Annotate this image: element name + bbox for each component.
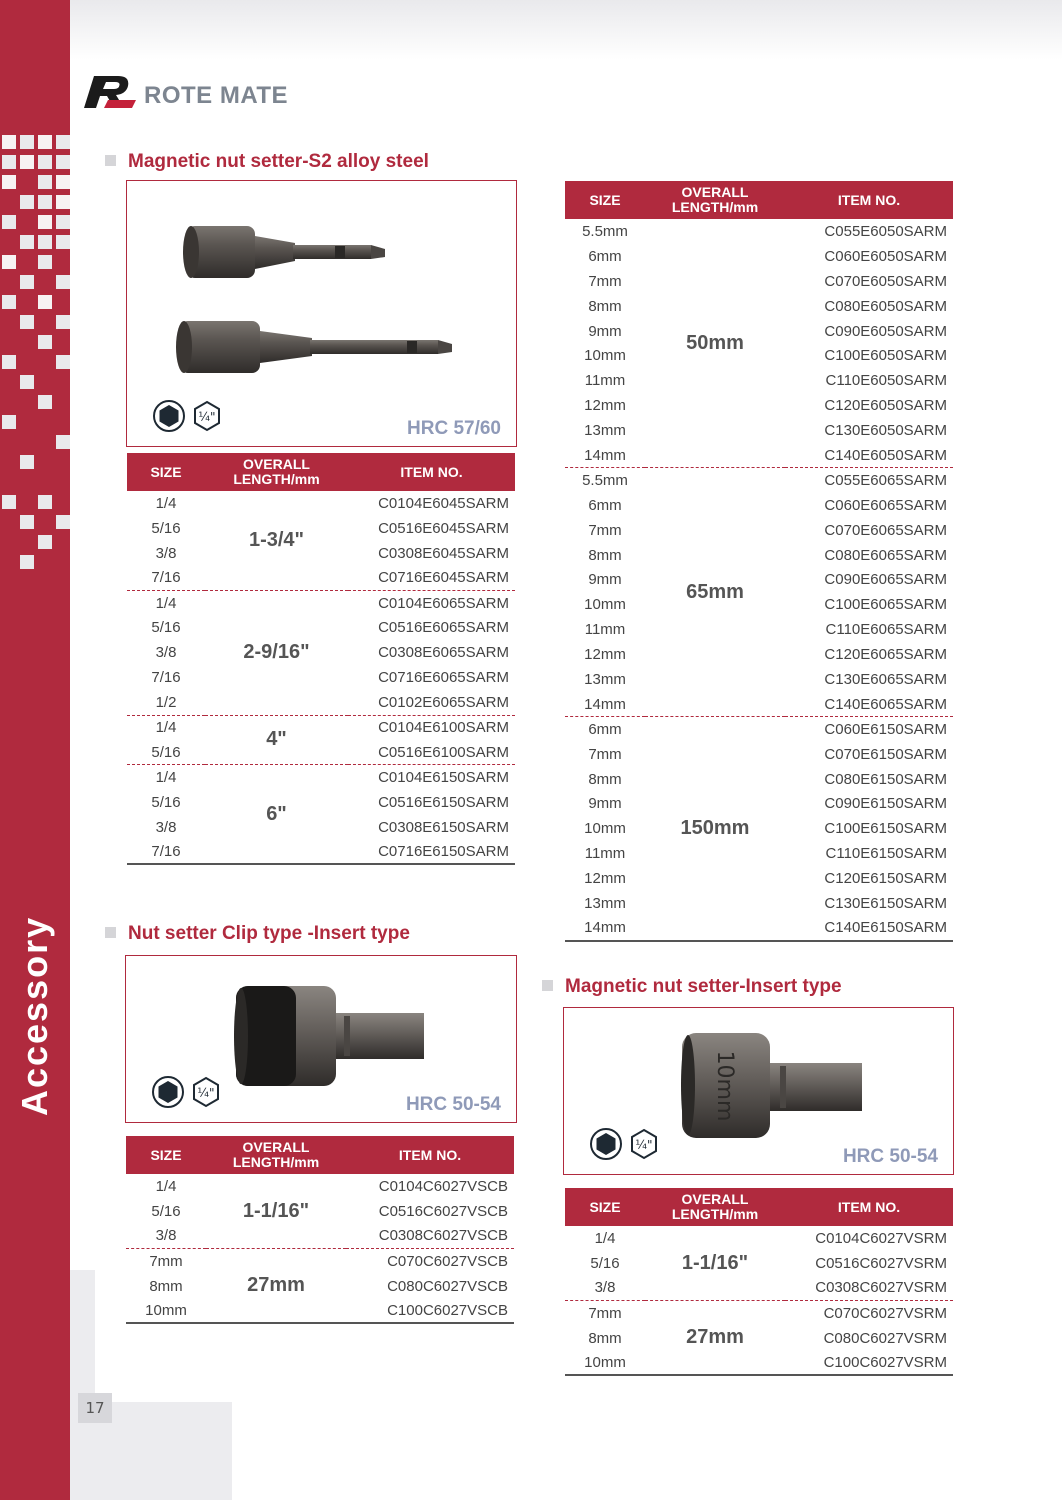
quarter-inch-icon <box>628 1128 660 1160</box>
size-cell: 5/16 <box>590 1254 620 1272</box>
header-overall-length <box>206 1136 346 1174</box>
pixel-block <box>2 215 16 229</box>
size-cell: 1/4 <box>155 494 177 512</box>
drive-badges <box>153 400 223 432</box>
size-cell: 3/8 <box>126 1224 206 1249</box>
pixel-block <box>38 335 52 349</box>
pixel-block <box>2 415 16 429</box>
section-title-text: Nut setter Clip type -Insert type <box>128 923 410 944</box>
pixel-block <box>38 495 52 509</box>
svg-text:¼": ¼" <box>198 410 216 424</box>
item-number-cell: C100E6050SARM <box>824 347 947 365</box>
item-number-cell: C055E6065SARM <box>824 472 947 490</box>
pixel-block <box>56 215 70 229</box>
item-number-cell: C090E6065SARM <box>824 571 947 589</box>
item-number-cell: C0102E6065SARM <box>348 690 515 715</box>
item-number-cell: C0516E6045SARM <box>378 519 509 537</box>
header-overall-line1: OVERALL <box>242 1139 310 1155</box>
size-cell: 13mm <box>584 422 626 440</box>
header-size: SIZE <box>127 453 205 491</box>
pixel-block <box>56 355 70 369</box>
pixel-block <box>2 355 16 369</box>
overall-length-cell: 2-9/16" <box>205 591 348 715</box>
item-number-cell: C080E6050SARM <box>824 297 947 315</box>
header-overall-line2: LENGTH/mm <box>671 199 759 215</box>
size-cell: 13mm <box>584 670 626 688</box>
header-item-no: ITEM NO. <box>785 1188 953 1226</box>
size-cell: 12mm <box>584 397 626 415</box>
header-overall-length <box>205 453 348 491</box>
pixel-block <box>38 215 52 229</box>
item-number-cell: C090E6050SARM <box>824 322 947 340</box>
size-cell: 14mm <box>565 692 645 717</box>
bullet-square <box>105 155 116 166</box>
overall-length-cell: 4" <box>205 715 348 765</box>
item-number-cell: C0516C6027VSCB <box>378 1202 508 1220</box>
quarter-inch-icon <box>190 1076 222 1108</box>
svg-text:¼": ¼" <box>635 1138 653 1152</box>
size-cell: 13mm <box>584 894 626 912</box>
pixel-block <box>38 175 52 189</box>
item-number-cell: C080C6027VSCB <box>387 1277 508 1295</box>
item-number-cell: C0308C6027VSRM <box>785 1276 953 1301</box>
item-number-cell: C0516E6065SARM <box>378 619 509 637</box>
size-cell: 8mm <box>149 1277 183 1295</box>
hardness-rating: HRC 57/60 <box>407 418 501 439</box>
size-cell: 3/8 <box>155 644 177 662</box>
item-number-cell: C070E6050SARM <box>824 272 947 290</box>
size-cell: 8mm <box>588 297 622 315</box>
size-cell: 3/8 <box>155 544 177 562</box>
size-cell: 11mm <box>584 621 626 639</box>
size-cell: 1/4 <box>155 719 177 737</box>
pixel-block <box>56 435 70 449</box>
overall-length-cell: 27mm <box>645 1301 785 1376</box>
item-number-cell: C070E6150SARM <box>824 745 947 763</box>
item-number-cell: C0516C6027VSRM <box>815 1254 947 1272</box>
item-number-cell: C130E6150SARM <box>824 894 947 912</box>
pixel-block <box>20 515 34 529</box>
item-number-cell: C100E6065SARM <box>824 596 947 614</box>
pixel-block <box>20 555 34 569</box>
hex-drive-icon <box>152 1076 184 1108</box>
size-cell: 5.5mm <box>582 472 628 490</box>
header-overall-line1: OVERALL <box>681 1191 749 1207</box>
item-number-cell: C0716E6065SARM <box>378 669 509 687</box>
overall-length-cell: 1-1/16" <box>645 1226 785 1301</box>
item-number-cell: C055E6050SARM <box>824 222 947 240</box>
size-cell: 10mm <box>584 596 626 614</box>
table-row <box>127 765 515 790</box>
table-row <box>565 717 953 742</box>
pixel-block <box>2 495 16 509</box>
table-row <box>126 1249 514 1274</box>
size-cell: 7mm <box>149 1252 183 1270</box>
pixel-block <box>38 395 52 409</box>
pixel-block <box>38 535 52 549</box>
size-cell: 8mm <box>588 770 622 788</box>
bottom-decor-block <box>95 1402 232 1500</box>
size-cell: 8mm <box>588 546 622 564</box>
size-cell: 5/16 <box>151 519 181 537</box>
header-overall-line1: OVERALL <box>243 456 310 472</box>
size-cell: 9mm <box>588 322 622 340</box>
table-row <box>565 1226 953 1251</box>
section-title-text: Magnetic nut setter-Insert type <box>565 976 842 997</box>
product-table-s2 <box>127 453 515 865</box>
item-number-cell: C080C6027VSRM <box>823 1329 947 1347</box>
item-number-cell: C130E6050SARM <box>824 422 947 440</box>
item-number-cell: C0104C6027VSCB <box>378 1177 508 1195</box>
bullet-square <box>542 980 553 991</box>
pixel-block <box>38 295 52 309</box>
item-number-cell: C140E6150SARM <box>785 916 953 941</box>
header-item-no: ITEM NO. <box>346 1136 514 1174</box>
hex-drive-icon <box>590 1128 622 1160</box>
header-size: SIZE <box>565 181 645 219</box>
product-table-clip <box>126 1136 514 1324</box>
table-header-row <box>565 181 953 219</box>
item-number-cell: C100E6150SARM <box>824 820 947 838</box>
size-cell: 5.5mm <box>582 222 628 240</box>
size-cell: 11mm <box>584 372 626 390</box>
size-cell: 6mm <box>588 721 622 738</box>
size-cell: 12mm <box>584 870 626 888</box>
table-row <box>127 715 515 740</box>
table-row <box>127 591 515 616</box>
table-row <box>565 1301 953 1326</box>
pixel-block <box>2 155 16 169</box>
pixel-block <box>20 155 34 169</box>
size-cell: 7/16 <box>151 669 181 687</box>
table-header-row <box>126 1136 514 1174</box>
overall-length-cell: 27mm <box>206 1249 346 1324</box>
item-number-cell: C0308C6027VSCB <box>346 1224 514 1249</box>
table-row <box>126 1174 514 1199</box>
pixel-block <box>2 255 16 269</box>
section-title-text: Magnetic nut setter-S2 alloy steel <box>128 151 429 172</box>
pixel-block <box>2 295 16 309</box>
table-row <box>565 468 953 493</box>
header-size: SIZE <box>126 1136 206 1174</box>
item-number-cell: C0516E6150SARM <box>378 793 509 811</box>
brand-logo-mark <box>78 72 138 110</box>
overall-length-cell: 65mm <box>645 468 785 717</box>
item-number-cell: C070C6027VSRM <box>823 1304 947 1322</box>
size-cell: 1/2 <box>127 690 205 715</box>
pixel-block <box>2 175 16 189</box>
size-cell: 14mm <box>565 443 645 468</box>
section-title-magnetic-insert <box>542 976 842 998</box>
pixel-block <box>20 315 34 329</box>
pixel-block <box>56 135 70 149</box>
pixel-block <box>38 155 52 169</box>
hex-drive-icon <box>153 400 185 432</box>
pixel-block <box>56 235 70 249</box>
pixel-block <box>38 235 52 249</box>
item-number-cell: C0516E6100SARM <box>348 740 515 765</box>
quarter-inch-icon <box>191 400 223 432</box>
item-number-cell: C0716E6150SARM <box>348 839 515 864</box>
item-number-cell: C0308E6065SARM <box>378 644 509 662</box>
product-image-frame <box>126 180 517 447</box>
table-header-row <box>127 453 515 491</box>
size-cell: 5/16 <box>127 740 205 765</box>
header-overall-line1: OVERALL <box>681 184 749 200</box>
size-cell: 6mm <box>588 496 622 514</box>
item-number-cell: C0104C6027VSRM <box>815 1229 947 1247</box>
header-item-no: ITEM NO. <box>785 181 953 219</box>
pixel-block <box>56 175 70 189</box>
size-cell: 8mm <box>588 1329 622 1347</box>
drive-badges <box>152 1076 222 1108</box>
bullet-square <box>105 927 116 938</box>
pixel-block <box>20 195 34 209</box>
pixel-block <box>20 455 34 469</box>
item-number-cell: C110E6150SARM <box>825 845 947 863</box>
pixel-block <box>38 135 52 149</box>
table-row <box>127 491 515 516</box>
item-number-cell: C070C6027VSCB <box>387 1252 508 1270</box>
header-size: SIZE <box>565 1188 645 1226</box>
table-header-row <box>565 1188 953 1226</box>
header-overall-line2: LENGTH/mm <box>232 1154 320 1170</box>
size-cell: 1/4 <box>155 1177 177 1195</box>
size-cell: 1/4 <box>594 1229 616 1247</box>
size-cell: 5/16 <box>151 1202 181 1220</box>
size-cell: 9mm <box>588 571 622 589</box>
pixel-block <box>20 235 34 249</box>
pixel-block <box>56 195 70 209</box>
size-cell: 10mm <box>565 1350 645 1375</box>
size-cell: 10mm <box>126 1298 206 1323</box>
svg-text:10mm: 10mm <box>712 1050 737 1122</box>
header-item-no: ITEM NO. <box>348 453 515 491</box>
size-cell: 7mm <box>588 1304 622 1322</box>
hardness-rating: HRC 50-54 <box>842 1146 938 1167</box>
item-number-cell: C100C6027VSCB <box>346 1298 514 1323</box>
item-number-cell: C110E6065SARM <box>825 621 947 639</box>
product-image-frame <box>563 1007 954 1175</box>
item-number-cell: C140E6050SARM <box>785 443 953 468</box>
size-cell: 11mm <box>584 845 626 863</box>
pixel-block <box>20 275 34 289</box>
item-number-cell: C0308E6150SARM <box>378 818 509 836</box>
size-cell: 1/4 <box>155 594 177 612</box>
pixel-block <box>2 135 16 149</box>
size-cell: 7mm <box>588 272 622 290</box>
item-number-cell: C080E6065SARM <box>824 546 947 564</box>
page-number: 17 <box>78 1393 112 1423</box>
pixel-block <box>20 135 34 149</box>
item-number-cell: C0104E6100SARM <box>378 719 509 737</box>
overall-length-cell: 150mm <box>645 717 785 941</box>
header-overall-line2: LENGTH/mm <box>233 471 320 487</box>
size-cell: 5/16 <box>151 619 181 637</box>
svg-text:¼": ¼" <box>197 1086 215 1100</box>
top-gradient <box>70 0 1062 60</box>
pixel-block <box>38 255 52 269</box>
category-label: Accessory <box>14 915 55 1116</box>
brand-name: ROTE MATE <box>144 82 289 109</box>
item-number-cell: C060E6065SARM <box>824 496 947 514</box>
item-number-cell: C070E6065SARM <box>824 521 947 539</box>
header-overall-length <box>645 1188 785 1226</box>
hardness-rating: HRC 50-54 <box>405 1094 501 1115</box>
pixel-block <box>56 155 70 169</box>
product-table-metric <box>565 181 953 942</box>
size-cell: 3/8 <box>565 1276 645 1301</box>
item-number-cell: C120E6150SARM <box>824 870 947 888</box>
drive-badges <box>590 1128 660 1160</box>
brand-logo <box>78 70 288 110</box>
size-cell: 6mm <box>588 247 622 265</box>
size-cell: 5/16 <box>151 793 181 811</box>
size-cell: 14mm <box>565 916 645 941</box>
size-cell: 7/16 <box>127 839 205 864</box>
product-table-insert <box>565 1188 953 1376</box>
item-number-cell: C100C6027VSRM <box>785 1350 953 1375</box>
size-cell: 10mm <box>584 820 626 838</box>
item-number-cell: C120E6065SARM <box>824 646 947 664</box>
item-number-cell: C0104E6150SARM <box>378 768 509 786</box>
overall-length-cell: 6" <box>205 765 348 865</box>
bottom-decor <box>70 1270 95 1500</box>
size-cell: 7/16 <box>127 566 205 591</box>
header-overall-length <box>645 181 785 219</box>
size-cell: 7mm <box>588 745 622 763</box>
overall-length-cell: 50mm <box>645 219 785 468</box>
size-cell: 12mm <box>584 646 626 664</box>
size-cell: 3/8 <box>155 818 177 836</box>
size-cell: 7mm <box>588 521 622 539</box>
size-cell: 1/4 <box>155 768 177 786</box>
item-number-cell: C110E6050SARM <box>825 372 947 390</box>
pixel-block <box>56 315 70 329</box>
item-number-cell: C080E6150SARM <box>824 770 947 788</box>
item-number-cell: C120E6050SARM <box>824 397 947 415</box>
item-number-cell: C0716E6045SARM <box>348 566 515 591</box>
section-title-magnetic-s2 <box>105 151 429 173</box>
header-overall-line2: LENGTH/mm <box>671 1206 759 1222</box>
overall-length-cell: 1-1/16" <box>206 1174 346 1249</box>
item-number-cell: C060E6050SARM <box>824 247 947 265</box>
size-cell: 9mm <box>588 795 622 813</box>
item-number-cell: C090E6150SARM <box>824 795 947 813</box>
table-row <box>565 219 953 244</box>
size-cell: 10mm <box>584 347 626 365</box>
item-number-cell: C0308E6045SARM <box>378 544 509 562</box>
pixel-block <box>56 275 70 289</box>
item-number-cell: C130E6065SARM <box>824 670 947 688</box>
overall-length-cell: 1-3/4" <box>205 491 348 591</box>
section-title-clip-type <box>105 923 410 945</box>
item-number-cell: C0104E6045SARM <box>378 494 509 512</box>
pixel-block <box>56 515 70 529</box>
item-number-cell: C0104E6065SARM <box>378 594 509 612</box>
product-image-frame <box>125 955 517 1123</box>
pixel-block <box>20 375 34 389</box>
pixel-block <box>38 195 52 209</box>
item-number-cell: C060E6150SARM <box>824 721 947 738</box>
item-number-cell: C140E6065SARM <box>785 692 953 717</box>
